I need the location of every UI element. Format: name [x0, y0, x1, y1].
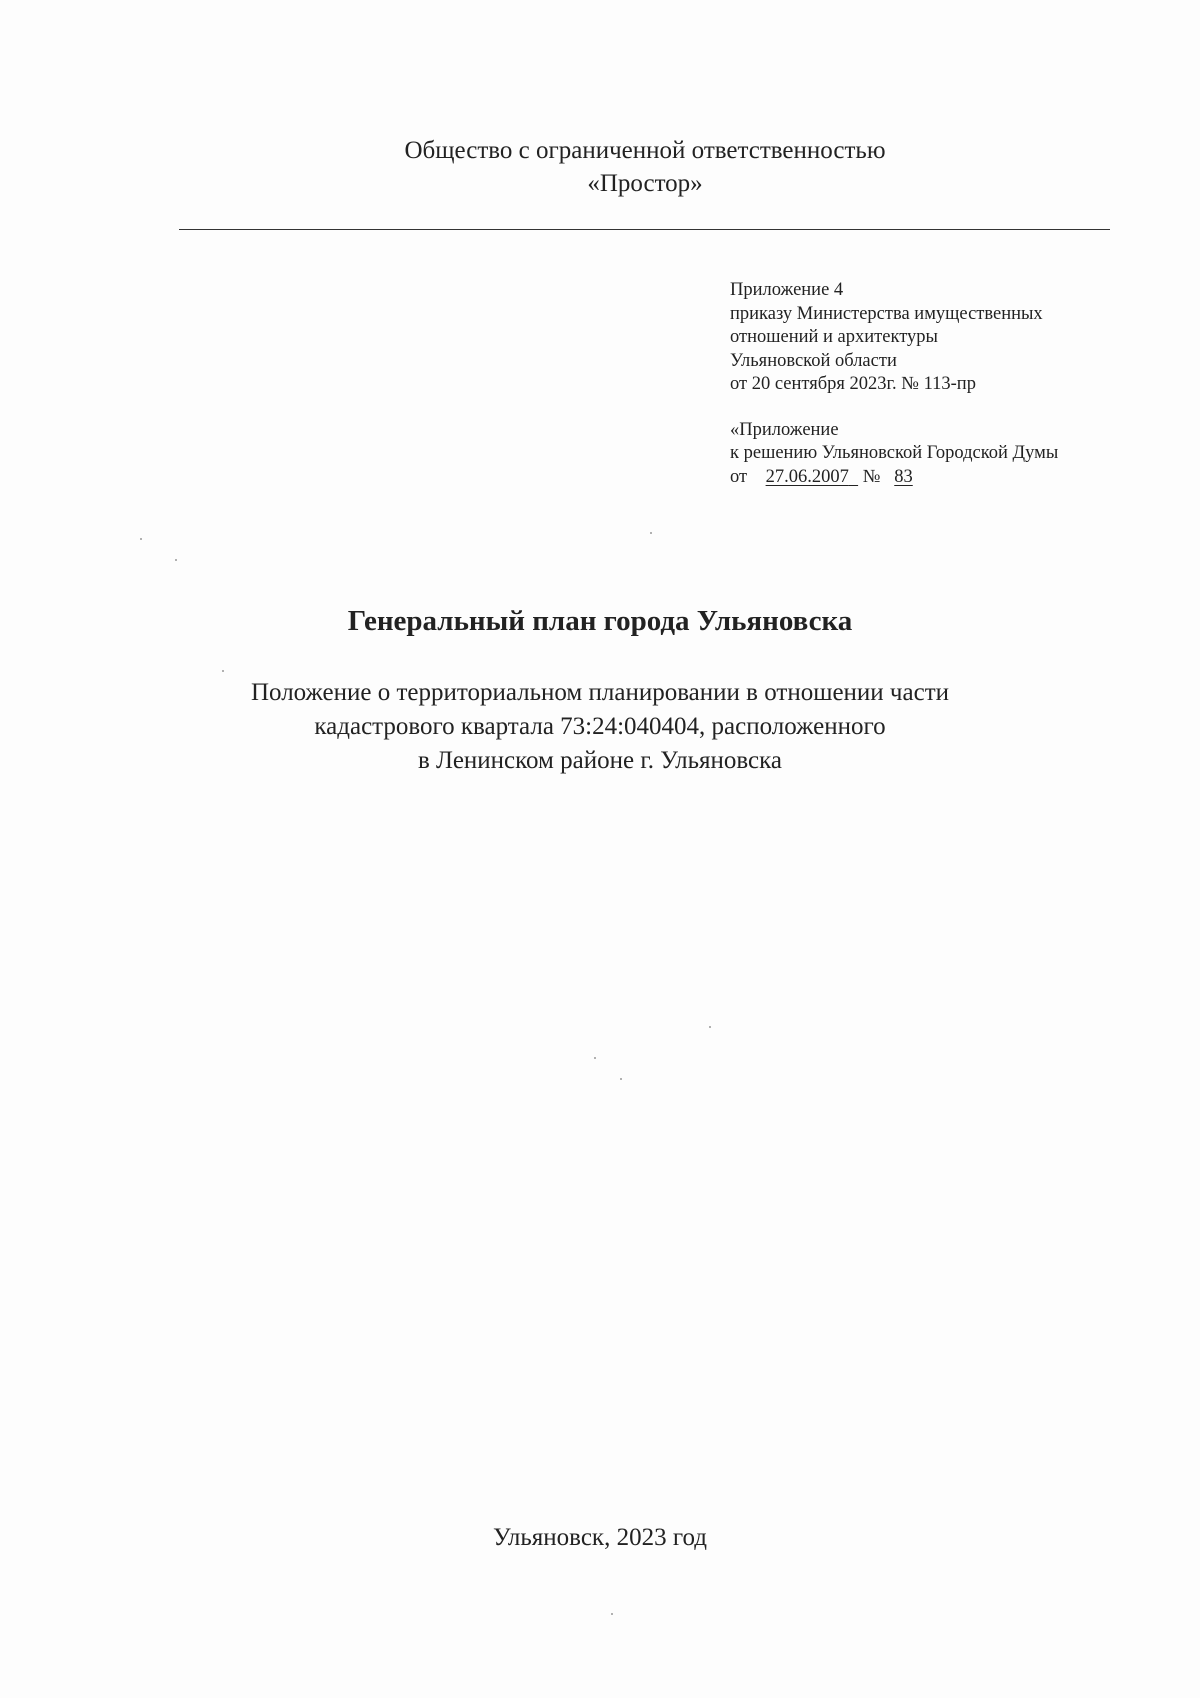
scan-speck [620, 1078, 622, 1080]
scan-speck [650, 532, 652, 534]
appendix-decision-date [730, 466, 1058, 490]
footer-city-year: Ульяновск, 2023 год [493, 1524, 707, 1551]
scan-speck [594, 1057, 596, 1059]
appendix-quote-line: «Приложение [730, 419, 839, 440]
organization-header [180, 134, 1110, 200]
appendix-spacer [730, 397, 1058, 419]
document-title: Генеральный план города Ульяновска [347, 605, 853, 637]
organization-type: Общество с ограниченной ответственностью [404, 137, 886, 164]
decision-date-value: 27.06.2007 [765, 466, 849, 487]
appendix-line: от 20 сентября 2023г. № 113-пр [730, 374, 976, 394]
organization-name: «Простор» [587, 170, 703, 197]
subtitle-line: кадастрового квартала 73:24:040404, расположенного [314, 713, 886, 740]
scan-speck [222, 670, 224, 672]
appendix-line: отношений и архитектуры [730, 327, 938, 347]
appendix-line: Приложение 4 [730, 280, 844, 300]
decision-number-value: 83 [894, 466, 913, 487]
subtitle-line: в Ленинском районе г. Ульяновска [417, 747, 783, 774]
appendix-line: Ульяновской области [730, 350, 897, 371]
date-prefix: от [730, 466, 748, 487]
appendix-block [730, 279, 1058, 489]
scan-speck [611, 1613, 613, 1615]
subtitle-line: Положение о территориальном планировании в отношении части [250, 679, 949, 706]
document-subtitle [150, 676, 1050, 778]
header-divider [179, 229, 1110, 230]
number-prefix: № [862, 466, 881, 487]
appendix-quote-line: к решению Ульяновской Городской Думы [730, 443, 1059, 463]
scan-speck [140, 538, 142, 540]
scan-speck [709, 1026, 711, 1028]
scan-speck [175, 559, 177, 561]
appendix-line: приказу Министерства имущественных [730, 303, 1043, 324]
